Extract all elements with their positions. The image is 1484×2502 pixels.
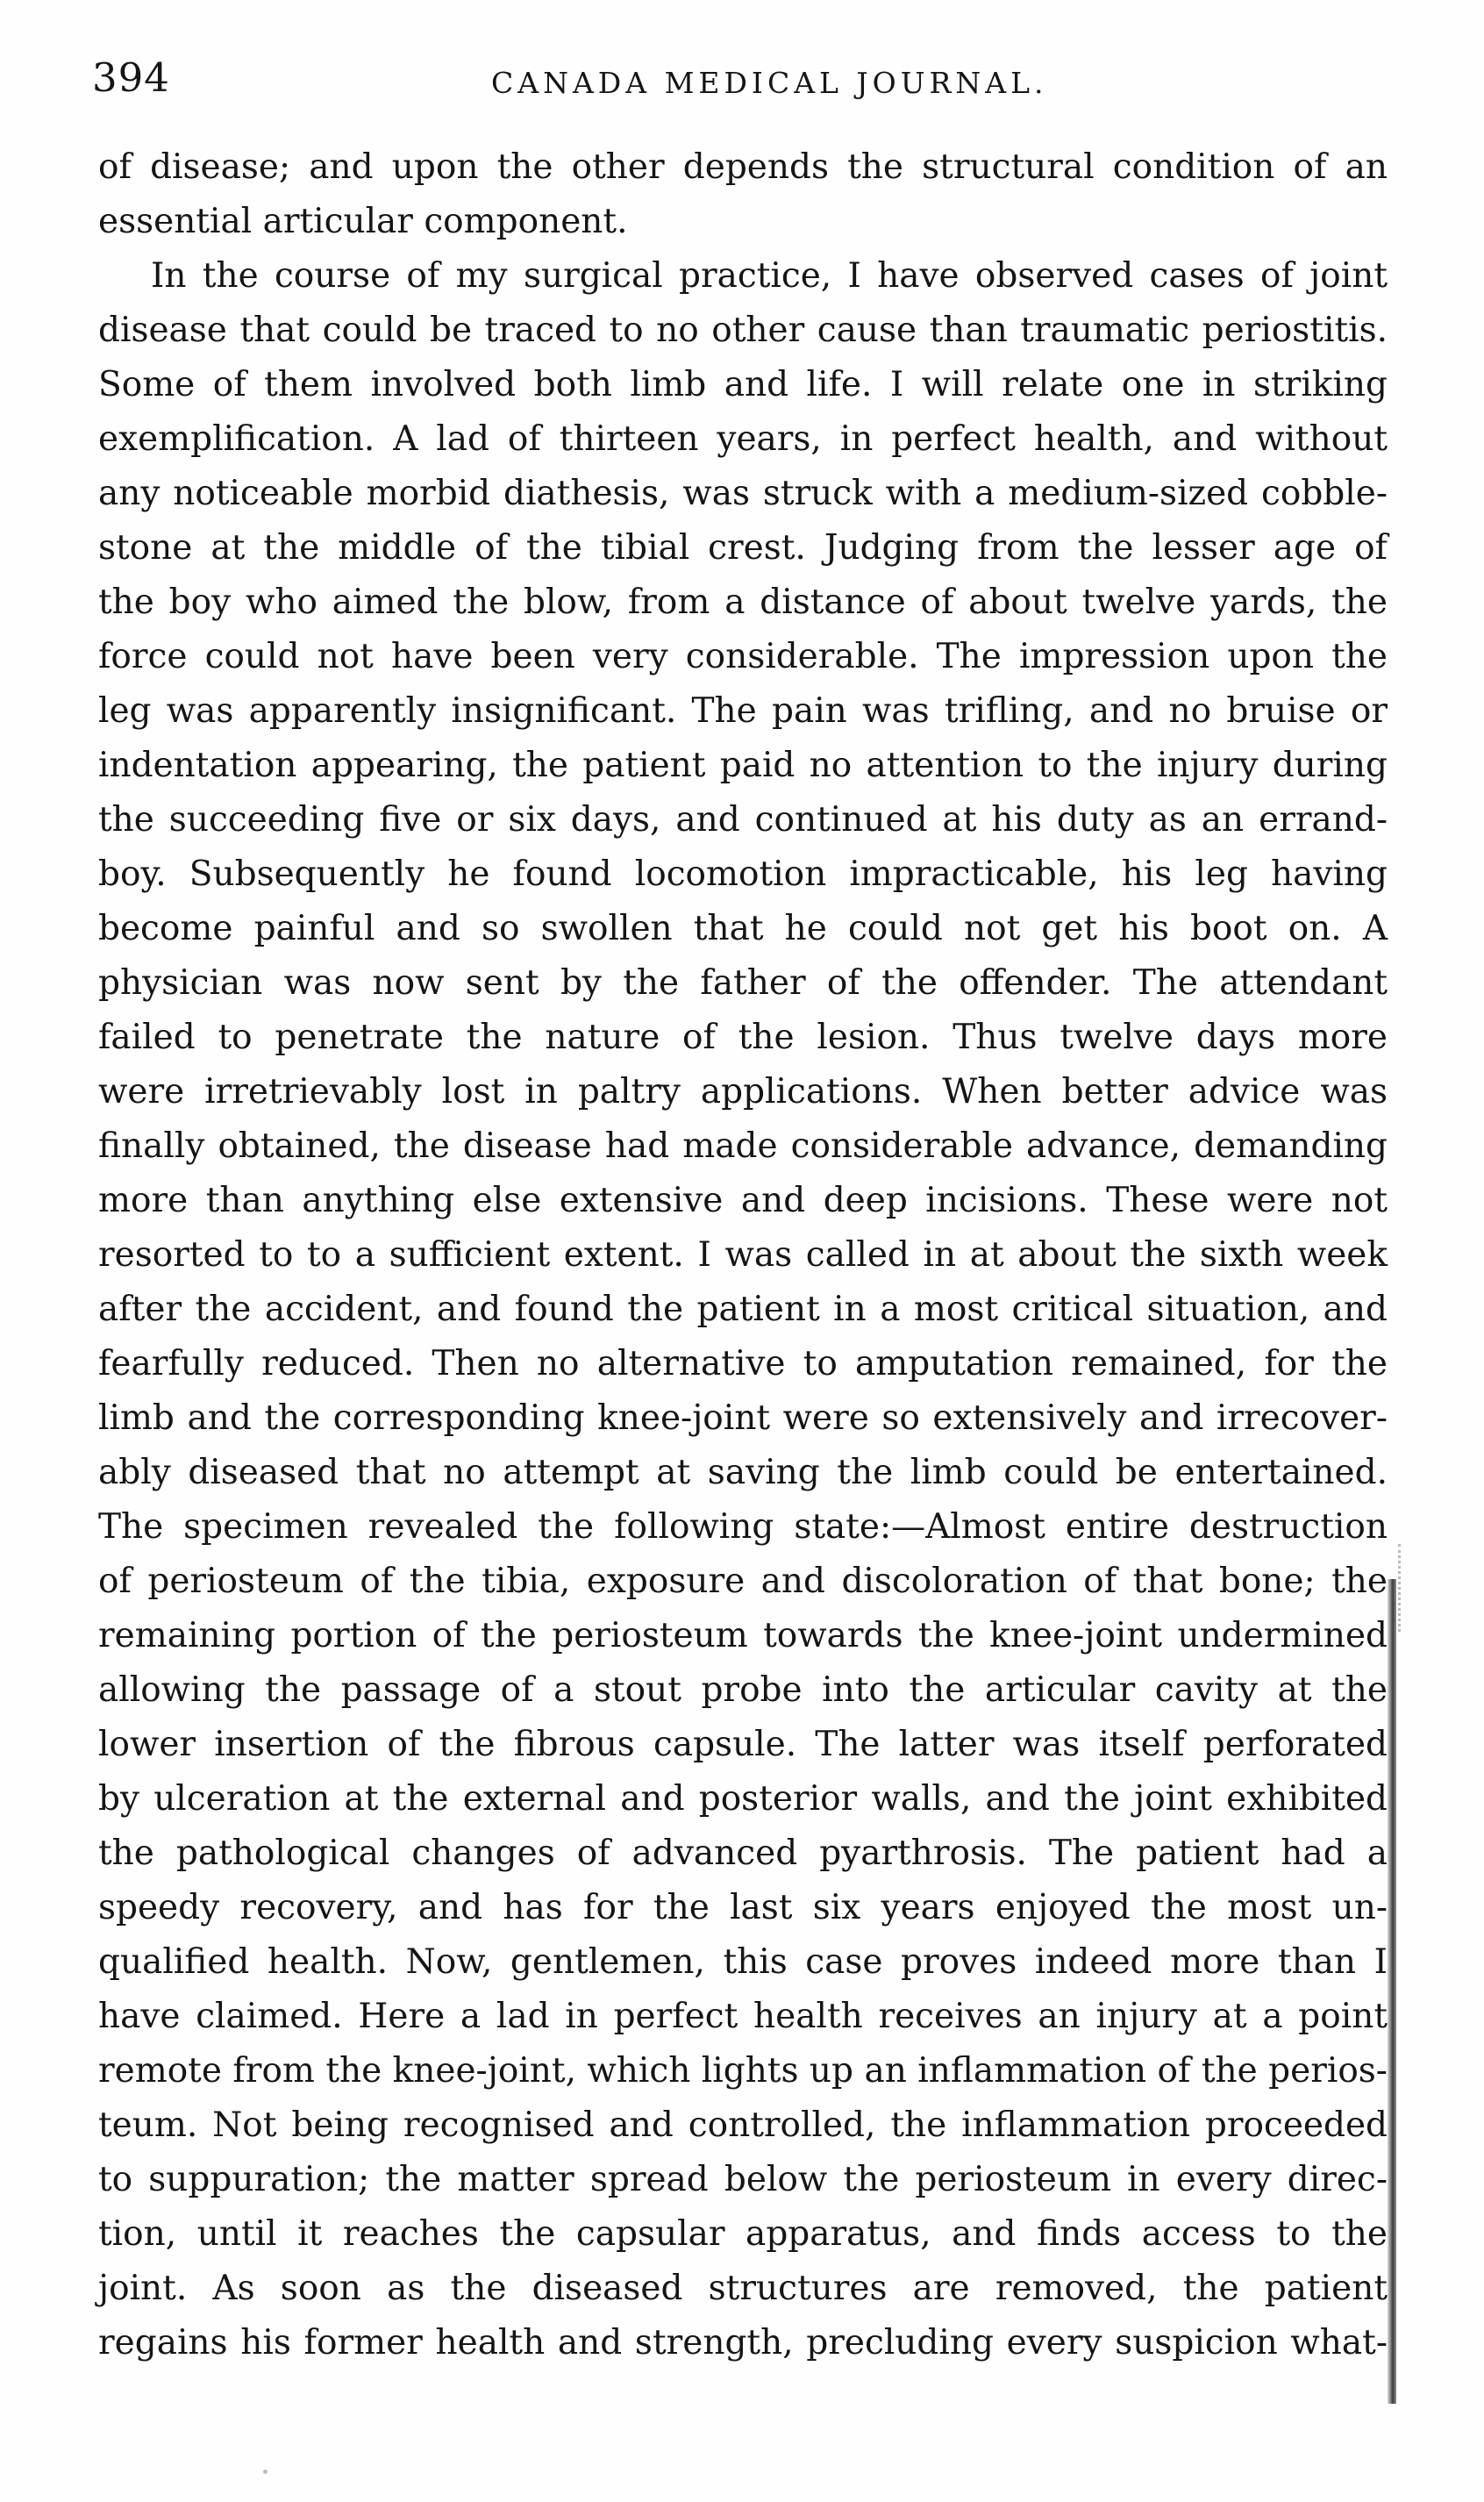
text-line: by ulceration at the external and posterior walls, and the joint exhibited [98, 1779, 1388, 1819]
text-line: become painful and so swollen that he could not get his boot on. A [98, 909, 1388, 948]
scan-speck [263, 2470, 268, 2474]
text-line: remote from the knee-joint, which lights up an inflammation of the perios- [98, 2051, 1388, 2091]
text-line: the pathological changes of advanced pyarthrosis. The patient had a [98, 1834, 1388, 1873]
text-line: the succeeding five or six days, and continued at his duty as an errand- [98, 800, 1388, 840]
text-line: Some of them involved both limb and life. I will relate one in striking [98, 365, 1388, 404]
text-line: tion, until it reaches the capsular apparatus, and finds access to the [98, 2214, 1388, 2254]
text-line: the boy who aimed the blow, from a distance of about twelve yards, the [98, 583, 1388, 622]
page-header [92, 54, 1390, 128]
text-line: ably diseased that no attempt at saving the limb could be entertained. [98, 1453, 1388, 1492]
running-title: CANADA MEDICAL JOURNAL. [491, 66, 1048, 100]
text-line: allowing the passage of a stout probe into the articular cavity at the [98, 1670, 1388, 1710]
text-line: leg was apparently insignificant. The pain was trifling, and no bruise or [98, 691, 1388, 731]
text-line: limb and the corresponding knee-joint were so extensively and irrecover- [98, 1398, 1388, 1438]
scan-margin-shadow [1388, 1579, 1396, 2404]
text-line: of disease; and upon the other depends the structural condition of an [98, 147, 1388, 187]
text-line: remaining portion of the periosteum towards the knee-joint undermined [98, 1616, 1388, 1655]
text-line: resorted to to a sufficient extent. I was called in at about the sixth week [98, 1235, 1388, 1275]
text-line: joint. As soon as the diseased structures are removed, the patient [98, 2269, 1388, 2308]
text-line: boy. Subsequently he found locomotion impracticable, his leg having [98, 854, 1388, 894]
text-line: were irretrievably lost in paltry applications. When better advice was [98, 1072, 1388, 1112]
text-line: any noticeable morbid diathesis, was struck with a medium-sized cobble- [98, 474, 1388, 513]
text-line: qualified health. Now, gentlemen, this case proves indeed more than I [98, 1942, 1388, 1982]
text-line: lower insertion of the fibrous capsule. The latter was itself perforated [98, 1725, 1388, 1764]
text-line: exemplification. A lad of thirteen years, in perfect health, and without [98, 419, 1388, 459]
text-line: The specimen revealed the following state:—Almost entire destruction [98, 1507, 1388, 1547]
text-line: more than anything else extensive and deep incisions. These were not [98, 1181, 1388, 1220]
text-line: teum. Not being recognised and controlled, the inflammation proceeded [98, 2105, 1388, 2145]
text-line: stone at the middle of the tibial crest. Judging from the lesser age of [98, 528, 1388, 568]
text-line: force could not have been very considerable. The impression upon the [98, 637, 1388, 676]
text-line: of periosteum of the tibia, exposure and discoloration of that bone; the [98, 1562, 1388, 1601]
text-line: fearfully reduced. Then no alternative to amputation remained, for the [98, 1344, 1388, 1383]
text-line: to suppuration; the matter spread below the periosteum in every direc- [98, 2160, 1388, 2199]
text-line: In the course of my surgical practice, I have observed cases of joint [151, 256, 1388, 296]
text-line: speedy recovery, and has for the last six years enjoyed the most un- [98, 1888, 1388, 1927]
text-line: physician was now sent by the father of the offender. The attendant [98, 963, 1388, 1003]
article-text [98, 140, 1388, 2448]
text-line: indentation appearing, the patient paid no attention to the injury during [98, 746, 1388, 785]
text-line: essential articular component. [98, 202, 628, 241]
text-line: regains his former health and strength, precluding every suspicion what- [98, 2323, 1388, 2363]
text-line: disease that could be traced to no other cause than traumatic periostitis. [98, 311, 1388, 350]
text-line: failed to penetrate the nature of the lesion. Thus twelve days more [98, 1018, 1388, 1057]
text-line: finally obtained, the disease had made considerable advance, demanding [98, 1126, 1388, 1166]
text-line: have claimed. Here a lad in perfect health receives an injury at a point [98, 1997, 1388, 2036]
text-line: after the accident, and found the patient in a most critical situation, and [98, 1290, 1388, 1329]
page-number: 394 [92, 54, 170, 101]
scan-margin-dots [1398, 1544, 1403, 1632]
